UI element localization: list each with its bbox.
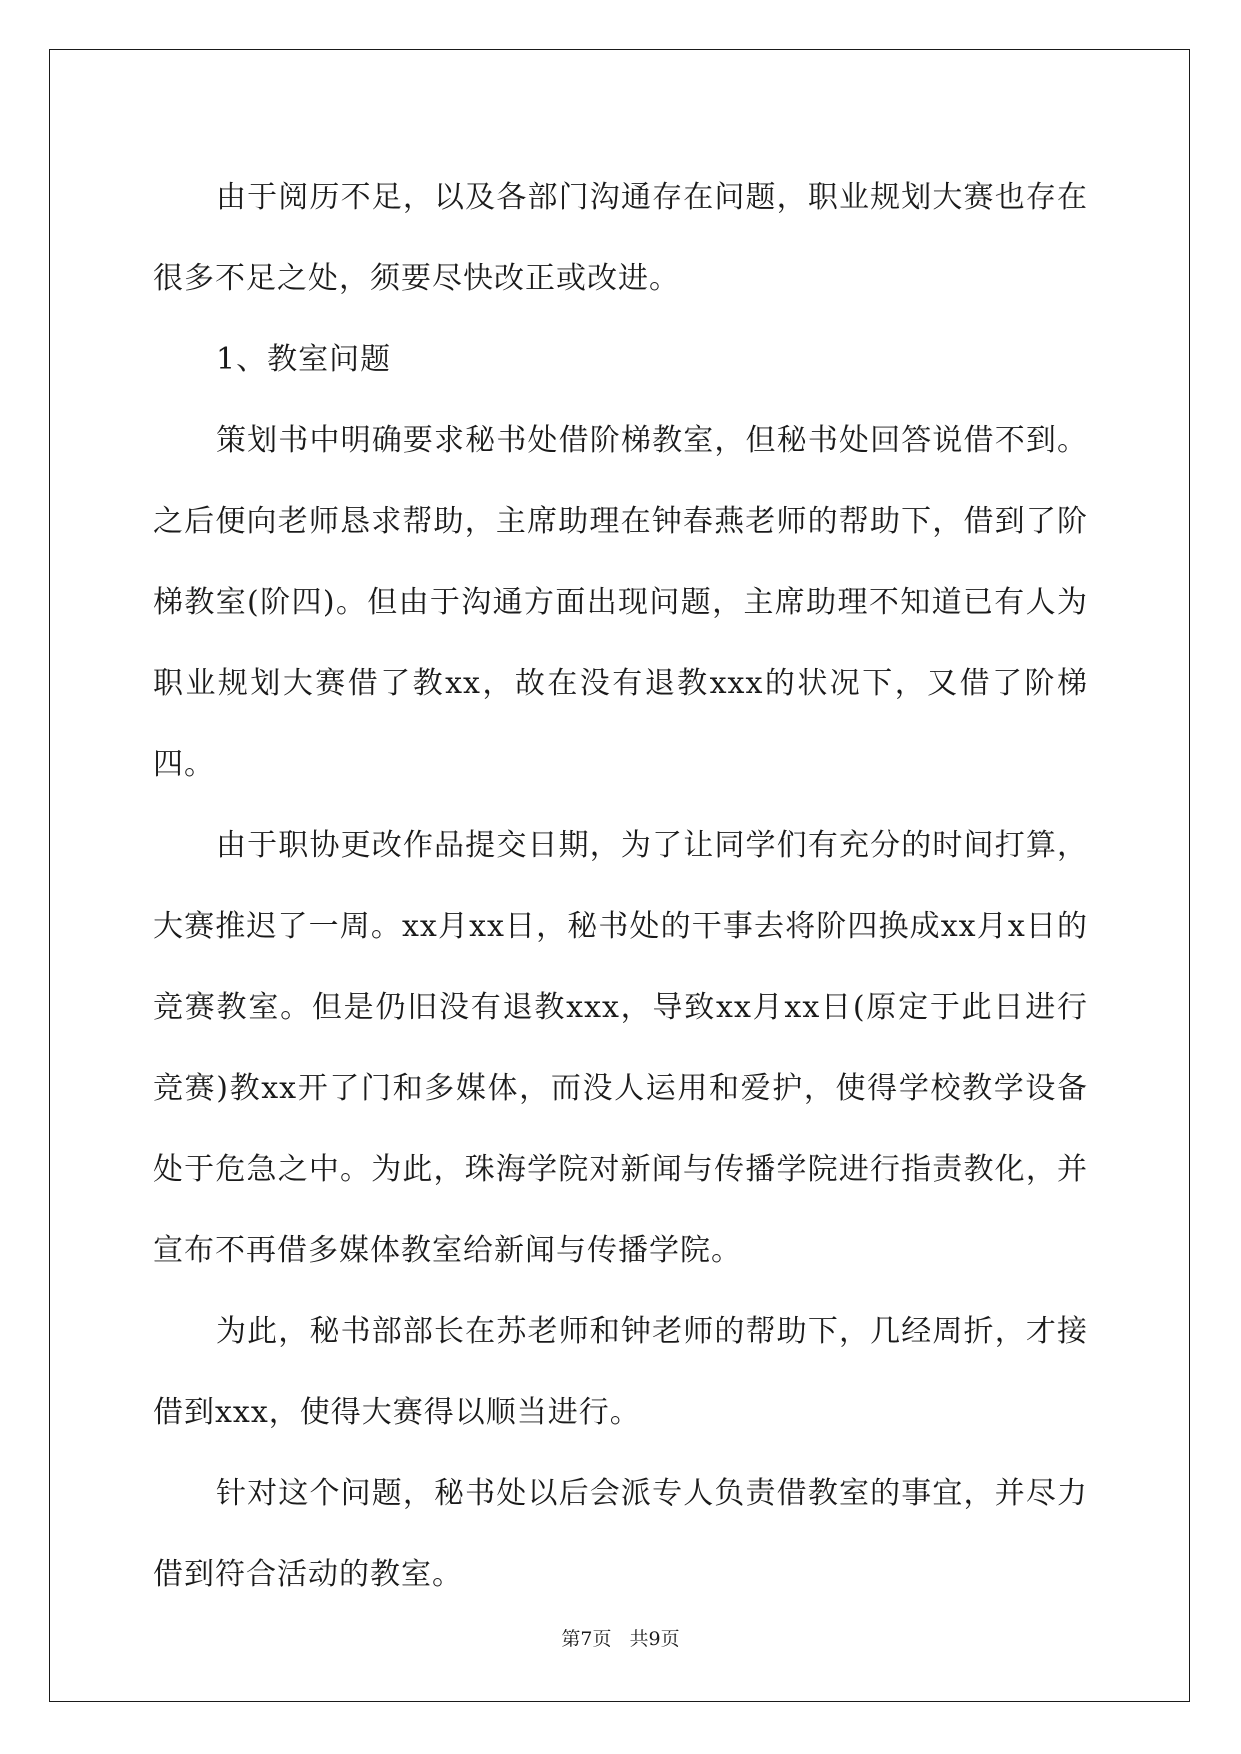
page-number-total: 共9页 [629,1628,680,1650]
page-number-current: 第7页 [561,1628,612,1650]
paragraph-intro: 由于阅历不足，以及各部门沟通存在问题，职业规划大赛也存在很多不足之处，须要尽快改正或改进。 [153,180,1088,296]
paragraph-classroom-booking: 策划书中明确要求秘书处借阶梯教室，但秘书处回答说借不到。之后便向老师恳求帮助，主席助理在钟春燕老师的帮助下，借到了阶梯教室(阶四)。但由于沟通方面出现问题，主席助理不知道已有人为职业规划大赛借了教xx，故在没有退教xxx的状况下，又借了阶梯四。 [153,423,1088,782]
paragraph-improvement: 针对这个问题，秘书处以后会派专人负责借教室的事宜，并尽力借到符合活动的教室。 [153,1476,1088,1592]
paragraph-resolution: 为此，秘书部部长在苏老师和钟老师的帮助下，几经周折，才接借到xxx，使得大赛得以顺当进行。 [153,1314,1088,1430]
page-footer [0,1624,1241,1651]
paragraph-date-change: 由于职协更改作品提交日期，为了让同学们有充分的时间打算，大赛推迟了一周。xx月xx日，秘书处的干事去将阶四换成xx月x日的竞赛教室。但是仍旧没有退教xxx，导致xx月xx日(原定于此日进行竞赛)教xx开了门和多媒体，而没人运用和爱护，使得学校教学设备处于危急之中。为此，珠海学院对新闻与传播学院进行指责教化，并宣布不再借多媒体教室给新闻与传播学院。 [153,828,1088,1268]
document-body [153,157,1088,1615]
section-heading: 1、教室问题 [216,342,392,377]
